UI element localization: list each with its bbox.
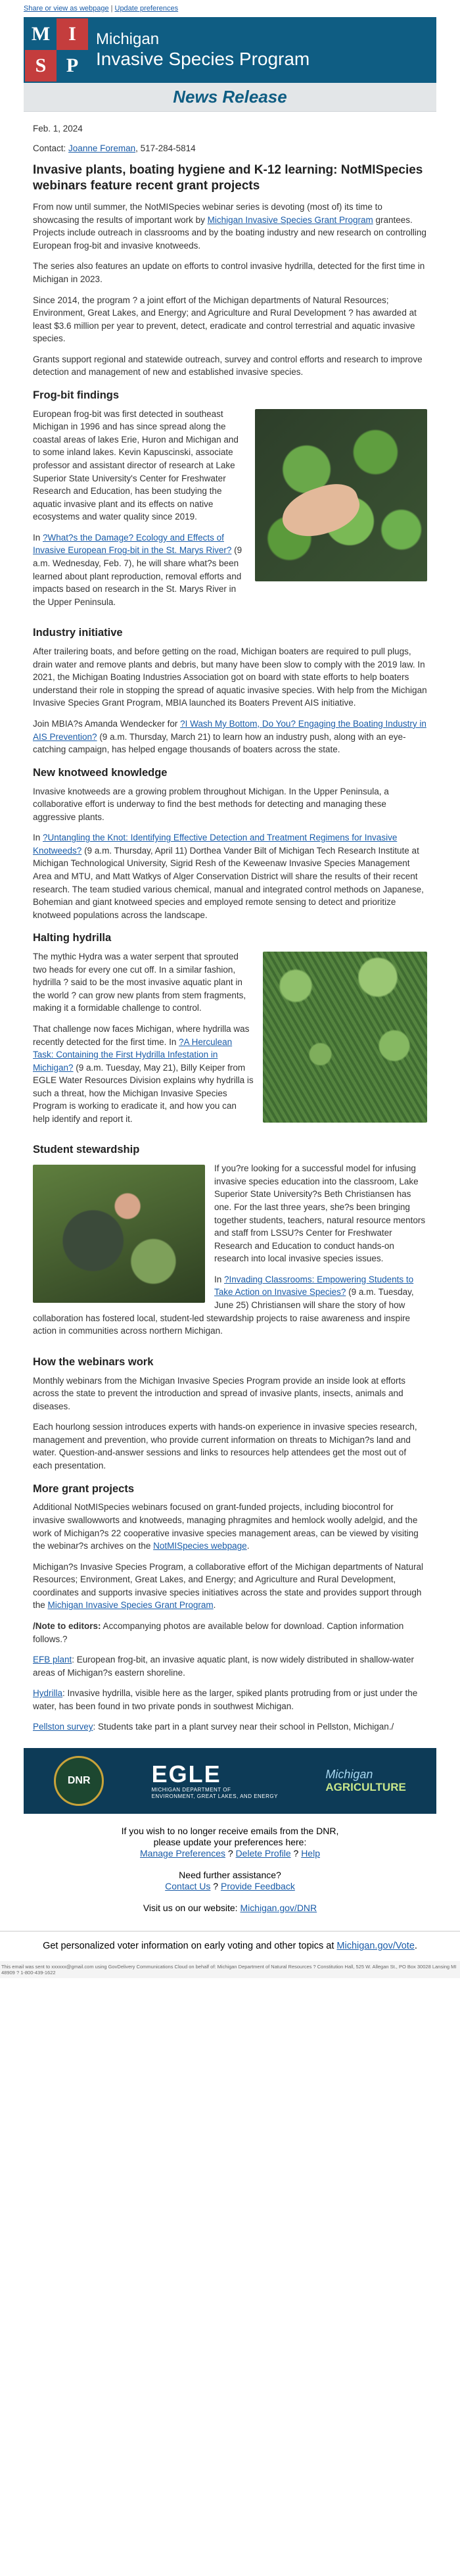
hydrilla-webinar-link[interactable]: ?A Herculean Task: Containing the First Hydrilla Infestation in Michigan? <box>33 1036 233 1073</box>
frogbit-paragraph-1: European frog-bit was first detected in southeast Michigan in 1996 and has since spread along the coastal areas of lakes Erie, Huron and Michigan and to some inland lakes. Kevin Kapuscinski, associate professor and assistant director of research at Lake Superior State University's Center for Freshwater Research and Education, has been studying the aquatic invasive plant and its effects on native ecosystems and water quality since 2019. <box>33 408 239 522</box>
caption-hydrilla <box>33 1687 427 1713</box>
mdard-logo-bottom: AGRICULTURE <box>325 1780 406 1793</box>
partner-logos-bar <box>24 1748 436 1814</box>
voter-info-end: . <box>414 1940 417 1951</box>
note-text: Accompanying photos are available below for download. Caption information follows.? <box>33 1620 404 1644</box>
dnr-logo[interactable] <box>54 1756 104 1806</box>
student-webinar-link[interactable]: ?Invading Classrooms: Empowering Students to Take Action on Invasive Species? <box>214 1274 414 1298</box>
news-release-bar <box>24 83 436 112</box>
share-webpage-link[interactable]: Share or view as webpage <box>24 5 109 12</box>
frogbit-photo-hand <box>276 477 365 545</box>
release-date: Feb. 1, 2024 <box>33 124 83 134</box>
more-text-d: . <box>213 1600 216 1611</box>
egle-logo[interactable] <box>152 1762 278 1800</box>
caption-hydrilla-text: : Invasive hydrilla, visible here as the larger, spiked plants protruding from or just under the water, has been found in two private ponds in southwest Michigan. <box>33 1688 418 1711</box>
intro-paragraph-3: Since 2014, the program ? a joint effort of the Michigan departments of Natural Resources; Environment, Great Lakes, and Energy; and Agriculture and Rural Development ? has awarded at least $3.6 million per year to prevent, detect, eradicate and control terrestrial and aquatic invasive species. <box>33 295 417 344</box>
program-name-line1: Michigan <box>96 30 160 48</box>
intro-paragraph-4: Grants support regional and statewide outreach, survey and control efforts and research to improve detection and management of new and established invasive species. <box>33 354 423 377</box>
egle-logo-text: EGLE <box>151 1760 221 1787</box>
student-heading: Student stewardship <box>33 1144 140 1156</box>
knotweed-paragraph-2 <box>33 831 427 921</box>
knotweed-heading: New knotweed knowledge <box>33 766 168 779</box>
student-paragraph-1: If you?re looking for a successful model for infusing invasive species education into the classroom, Lake Superior State University?s Beth Christiansen has one. For the last three years, she?s been bringing together students, teachers, natural resource mentors and staff from LSSU?s Center for Freshwater Research and Education to conduct hands-on research into local invasive species issues. <box>214 1163 426 1264</box>
hydrilla-text-a: That challenge now faces Michigan, where hydrilla was recently detected for the first time. In <box>33 1023 250 1047</box>
contact-phone: , 517-284-5814 <box>135 143 196 153</box>
manage-preferences-link[interactable]: Manage Preferences <box>140 1847 225 1859</box>
note-to-editors <box>33 1620 427 1645</box>
knotweed-text-a: In <box>33 833 43 843</box>
assistance-links: Contact Us ? Provide Feedback <box>165 1880 295 1891</box>
unsubscribe-line-1: If you wish to no longer receive emails from the DNR, <box>121 1825 339 1836</box>
logo-letter-i: I <box>57 18 88 50</box>
logo-letter-p: P <box>57 50 88 82</box>
student-text-a: In <box>214 1274 225 1284</box>
industry-heading: Industry initiative <box>33 627 123 639</box>
note-label: /Note to editors: <box>33 1620 101 1631</box>
voter-info-text: Get personalized voter information on early voting and other topics at <box>43 1940 337 1951</box>
grant-program-link-2[interactable]: Michigan Invasive Species Grant Program <box>47 1600 214 1611</box>
hydrilla-photo <box>263 952 427 1123</box>
contact-label: Contact: <box>33 143 66 153</box>
more-paragraph-1 <box>33 1501 427 1552</box>
caption-efb-text: : European frog-bit, an invasive aquatic plant, is now widely distributed in shallow-water areas of Michigan?s eastern shoreline. <box>33 1655 415 1678</box>
provide-feedback-link[interactable]: Provide Feedback <box>220 1880 295 1891</box>
unsubscribe-line-2: please update your preferences here: <box>153 1836 307 1847</box>
subscription-footer <box>0 1814 460 1914</box>
pellston-photo-link[interactable]: Pellston survey <box>33 1722 93 1732</box>
news-release-title: News Release <box>173 86 287 107</box>
dnr-website-link[interactable]: Michigan.gov/DNR <box>240 1902 317 1913</box>
top-links-separator: | <box>110 5 113 12</box>
knotweed-paragraph-1: Invasive knotweeds are a growing problem throughout Michigan. In the Upper Peninsula, a collaborative effort is underway to find the best methods for detecting and managing these aggressive plants. <box>33 786 389 822</box>
help-link[interactable]: Help <box>301 1847 320 1859</box>
header-banner <box>24 17 436 83</box>
hydrilla-paragraph-1: The mythic Hydra was a water serpent that sprouted two heads for every one cut off. In a similar fashion, hydrilla ? said to be the most invasive aquatic plant in the world ? can grow new plants from stem fragments, making it a formidable challenge to control. <box>33 952 246 1013</box>
frogbit-webinar-link[interactable]: ?What?s the Damage? Ecology and Effects of Invasive European Frog-bit in the St. Marys River? <box>33 532 232 556</box>
dnr-logo-text: DNR <box>67 1775 91 1787</box>
logo-letter-m: M <box>25 18 57 50</box>
industry-text-b: (9 a.m. Thursday, March 21) to learn how an industry push, along with an eye-catching campaign, has helped engage thousands of boaters across the state. <box>33 731 406 755</box>
preference-links: Manage Preferences ? Delete Profile ? Help <box>140 1847 320 1859</box>
frogbit-heading: Frog-bit findings <box>33 389 120 401</box>
how-heading: How the webinars work <box>33 1355 154 1368</box>
industry-webinar-link[interactable]: ?I Wash My Bottom, Do You? Engaging the Boating Industry in AIS Prevention? <box>33 718 426 742</box>
notmispecies-webpage-link[interactable]: NotMISpecies webpage <box>153 1541 247 1551</box>
contact-line <box>33 142 427 155</box>
frogbit-text-a: In <box>33 532 43 543</box>
voter-info-banner <box>0 1931 460 1961</box>
editor-notes <box>33 1620 427 1734</box>
intro-text-a: From now until summer, the NotMISpecies webinar series is devoting (most of) its time to showcasing the results of important work by <box>33 202 382 225</box>
website-line <box>0 1903 460 1914</box>
assistance-line: Need further assistance? <box>179 1869 281 1880</box>
mdard-logo-top: Michigan <box>325 1767 373 1781</box>
how-paragraph-2: Each hourlong session introduces experts with hands-on experience in invasive species research, management and prevention, who provide current information on threats to Michigan?s land and water. Question-and-answer sessions and links to resources help attendees get the most out of each presentation. <box>33 1422 417 1470</box>
industry-paragraph-1: After trailering boats, and before getting on the road, Michigan boaters are required to pull plugs, drain water and remove plants and debris, but many have been slow to comply with the 2019 law. In 2021, the Michigan Boating Industries Association got on board with state efforts to help boaters understand their role in stopping the spread of aquatic invasive species. With help from the Michigan Invasive Species Grant Program, MBIA launched its Boaters Prevent AIS initiative. <box>33 646 427 708</box>
intro-paragraph-1 <box>33 201 427 252</box>
top-links <box>0 0 460 17</box>
caption-pellston <box>33 1720 427 1734</box>
logo-letter-s: S <box>25 50 57 82</box>
program-name-line2: Invasive Species Program <box>96 49 310 69</box>
more-heading: More grant projects <box>33 1482 135 1495</box>
hydrilla-photo-link[interactable]: Hydrilla <box>33 1688 63 1699</box>
efb-photo-link[interactable]: EFB plant <box>33 1655 72 1665</box>
govdelivery-fineprint: This email was sent to xxxxxx@gmail.com using GovDelivery Communications Cloud on behalf of: Michigan Department of Natural Resources ? Constitution Hall, 525 W. Allegan St., PO Box 30028 Lansing MI 48909 ? 1-800-439-1622 <box>0 1961 460 1978</box>
delete-profile-link[interactable]: Delete Profile <box>235 1847 291 1859</box>
article-body <box>24 112 436 1748</box>
more-text-c: Michigan?s Invasive Species Program, a collaborative effort of the Michigan departments of Natural Resources; Environment, Great Lakes, and Energy; and Agriculture and Rural Development, coordinates and supports invasive species initiatives across the state and provides support through the <box>33 1561 424 1611</box>
caption-pellston-text: : Students take part in a plant survey near their school in Pellston, Michigan./ <box>93 1722 394 1732</box>
industry-text-a: Join MBIA?s Amanda Wendecker for <box>33 718 181 729</box>
headline: Invasive plants, boating hygiene and K-12 learning: NotMISpecies webinars feature recent grant projects <box>33 163 423 193</box>
how-paragraph-1: Monthly webinars from the Michigan Invasive Species Program provide an inside look at efforts across the state to prevent the introduction and spread of invasive plants, insects, animals and diseases. <box>33 1375 406 1411</box>
vote-link[interactable]: Michigan.gov/Vote <box>336 1940 415 1951</box>
more-text-a: Additional NotMISpecies webinars focused on grant-funded projects, including biocontrol for invasive swallowworts and knotweeds, managing phragmites and hemlock woolly adelgid, and the work of Michigan?s 22 cooperative invasive species management areas, can be viewed by visiting the webinar?s archives on the <box>33 1502 419 1551</box>
egle-logo-subtext-1: MICHIGAN DEPARTMENT OF <box>151 1786 231 1793</box>
update-preferences-link[interactable]: Update preferences <box>114 5 179 12</box>
more-paragraph-2 <box>33 1561 427 1612</box>
frogbit-photo <box>255 409 427 581</box>
mdard-logo[interactable] <box>325 1768 405 1794</box>
email-container <box>24 17 436 1814</box>
contact-name-link[interactable]: Joanne Foreman <box>68 143 136 153</box>
knotweed-webinar-link[interactable]: ?Untangling the Knot: Identifying Effective Detection and Treatment Regimens for Invasive Knotweeds? <box>33 833 398 856</box>
frogbit-text-b: (9 a.m. Wednesday, Feb. 7), he will share what?s been learned about plant reproduction, removal efforts and impacts based on research in the St. Marys River in the Upper Peninsula. <box>33 545 242 607</box>
website-label: Visit us on our website: <box>143 1902 241 1913</box>
hydrilla-text-b: (9 a.m. Tuesday, May 21), Billy Keiper from EGLE Water Resources Division explains why hydrilla is such a threat, how the Michigan Invasive Species Program is working to eradicate it, and how you can help identify and report it. <box>33 1062 254 1124</box>
industry-paragraph-2 <box>33 717 427 756</box>
egle-logo-subtext-2: ENVIRONMENT, GREAT LAKES, AND ENERGY <box>151 1793 278 1799</box>
intro-paragraph-2: The series also features an update on efforts to control invasive hydrilla, detected for the first time in Michigan in 2023. <box>33 261 425 284</box>
hydrilla-heading: Halting hydrilla <box>33 932 112 944</box>
knotweed-text-b: (9 a.m. Thursday, April 11) Dorthea Vander Bilt of Michigan Tech Research Institute at Michigan Technological University, Sigrid Resh of the Keweenaw Invasive Species Management Area and MTU, and Matt Watkys of Alger Conservation District will share the results of their recent research. The team studied various chemical, manual and integrated control methods on Japanese, Bohemian and giant knotweed species and employed remote sensing to detect and prioritize knotweed populations across the landscape. <box>33 845 424 920</box>
release-meta <box>33 122 427 155</box>
more-text-b: . <box>246 1541 250 1551</box>
misp-logo <box>25 18 88 82</box>
student-text-b: (9 a.m. Tuesday, June 25) Christiansen will share the story of how collaboration has fostered local, student-led stewardship projects to raise awareness and inspire action in communities across northern Michigan. <box>33 1287 414 1336</box>
grant-program-link[interactable]: Michigan Invasive Species Grant Program <box>207 214 373 225</box>
contact-us-link[interactable]: Contact Us <box>165 1880 211 1891</box>
student-photo <box>33 1165 205 1303</box>
program-name <box>96 30 310 70</box>
intro-text-b: grantees. Projects include outreach in classrooms and by the boating industry and new research on controlling European frog-bit and invasive knotweeds. <box>33 214 426 251</box>
caption-efb <box>33 1653 427 1679</box>
